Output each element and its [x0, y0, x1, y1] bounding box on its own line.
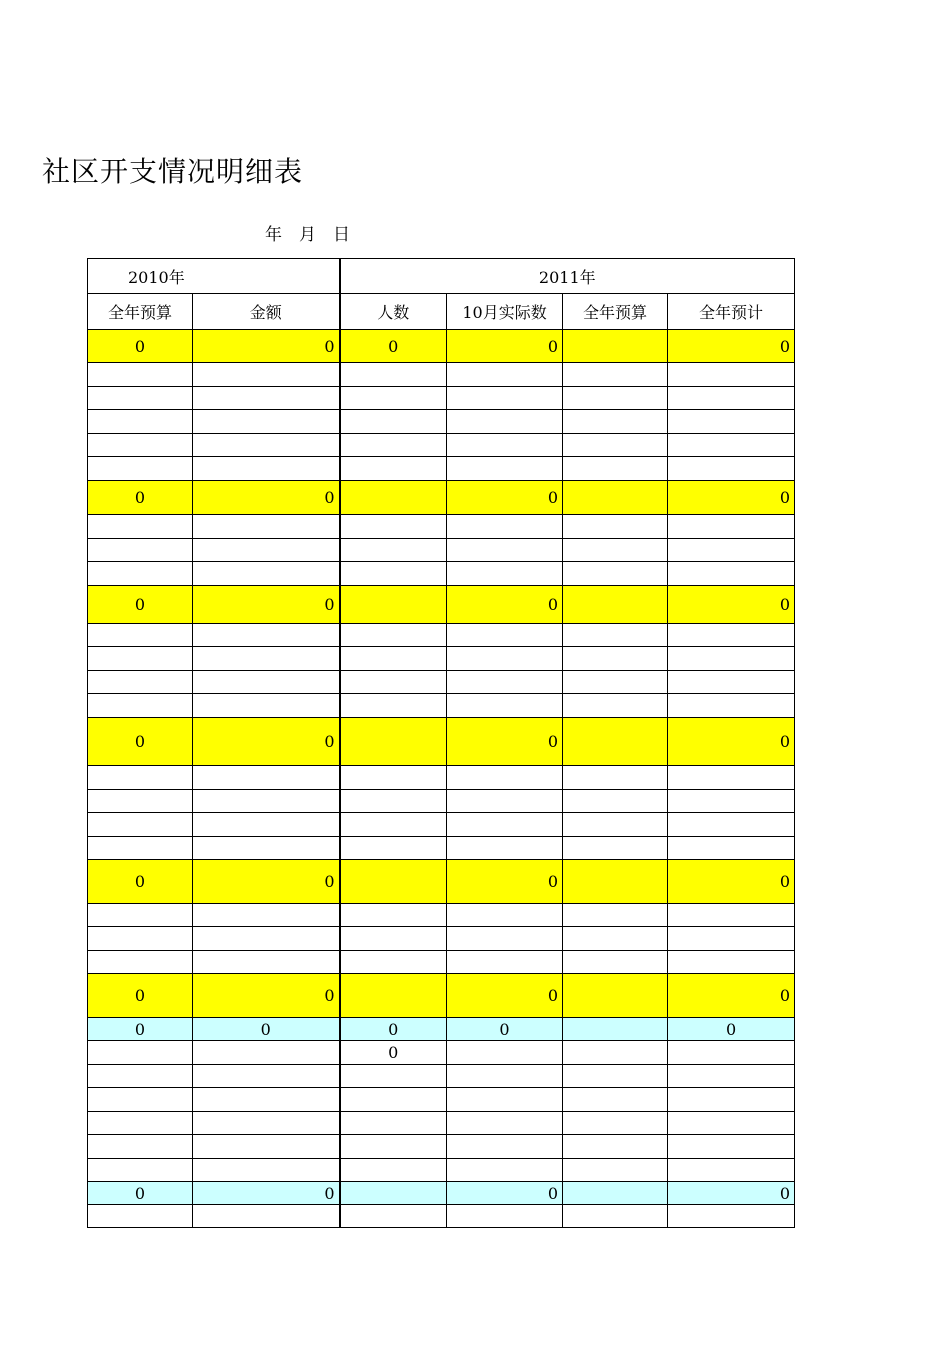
table-cell [88, 1159, 193, 1182]
table-cell [193, 410, 340, 434]
table-cell [563, 860, 668, 904]
cyan-total-row [88, 1018, 795, 1041]
table-cell: 0 [668, 1182, 795, 1205]
yellow-total-row [88, 481, 795, 515]
table-cell [193, 1135, 340, 1159]
table-cell [668, 434, 795, 457]
table-cell [340, 860, 447, 904]
table-cell [193, 904, 340, 927]
table-cell [340, 1112, 447, 1135]
table-cell [340, 539, 447, 562]
table-cell [447, 1112, 563, 1135]
table-cell: 0 [447, 718, 563, 766]
table-cell [563, 1041, 668, 1065]
table-cell: 0 [447, 330, 563, 363]
table-cell [88, 539, 193, 562]
table-row [88, 624, 795, 647]
table-cell [88, 927, 193, 951]
table-cell [193, 1041, 340, 1065]
table-cell [447, 647, 563, 671]
table-cell [447, 457, 563, 481]
table-cell [340, 586, 447, 624]
table-cell: 0 [193, 481, 340, 515]
table-cell: 0 [668, 330, 795, 363]
table-cell [88, 457, 193, 481]
table-cell [563, 624, 668, 647]
expense-table [87, 258, 795, 1228]
table-cell: 0 [193, 330, 340, 363]
table-cell [447, 813, 563, 837]
table-cell [193, 790, 340, 813]
table-cell [340, 1135, 447, 1159]
table-cell [88, 904, 193, 927]
table-cell [88, 694, 193, 718]
table-cell [563, 457, 668, 481]
table-cell [668, 410, 795, 434]
table-cell: 0 [88, 718, 193, 766]
table-cell [88, 647, 193, 671]
table-cell [668, 624, 795, 647]
table-cell: 0 [340, 1018, 447, 1041]
table-row [88, 927, 795, 951]
table-cell [447, 410, 563, 434]
table-cell [340, 387, 447, 410]
table-cell [447, 904, 563, 927]
table-cell [88, 766, 193, 790]
table-cell [447, 1041, 563, 1065]
table-cell [563, 330, 668, 363]
table-cell [193, 813, 340, 837]
table-cell [668, 694, 795, 718]
table-row [88, 363, 795, 387]
table-cell [563, 363, 668, 387]
table-row [88, 457, 795, 481]
table-cell [563, 1018, 668, 1041]
table-cell [193, 515, 340, 539]
table-cell [668, 1088, 795, 1112]
table-cell [447, 1135, 563, 1159]
yellow-total-row [88, 330, 795, 363]
table-cell: 0 [88, 1018, 193, 1041]
table-cell: 0 [447, 860, 563, 904]
table-cell [340, 951, 447, 974]
table-cell [447, 387, 563, 410]
table-cell [447, 1159, 563, 1182]
table-cell: 0 [88, 586, 193, 624]
table-cell [193, 457, 340, 481]
table-cell [563, 813, 668, 837]
year-2010-header: 2010年 [88, 259, 340, 294]
table-cell [563, 974, 668, 1018]
table-cell: 0 [447, 974, 563, 1018]
column-header: 金额 [193, 294, 340, 330]
table-cell [563, 1182, 668, 1205]
table-cell [88, 363, 193, 387]
table-cell [193, 434, 340, 457]
table-cell [193, 927, 340, 951]
table-cell [340, 766, 447, 790]
table-cell [668, 1205, 795, 1228]
table-cell [563, 718, 668, 766]
table-row [88, 1065, 795, 1088]
table-cell [88, 790, 193, 813]
table-cell [340, 837, 447, 860]
page-title: 社区开支情况明细表 [42, 155, 304, 188]
table-cell [340, 904, 447, 927]
table-cell [563, 1205, 668, 1228]
table-cell [193, 837, 340, 860]
table-cell: 0 [193, 586, 340, 624]
table-row [88, 1135, 795, 1159]
table-cell [447, 515, 563, 539]
table-cell: 0 [88, 974, 193, 1018]
table-cell [563, 694, 668, 718]
table-cell [668, 671, 795, 694]
table-cell [668, 1135, 795, 1159]
table-cell: 0 [668, 1018, 795, 1041]
table-cell: 0 [193, 974, 340, 1018]
table-row [88, 837, 795, 860]
table-row [88, 790, 795, 813]
table-cell [340, 790, 447, 813]
table-cell [668, 515, 795, 539]
table-cell [340, 718, 447, 766]
table-cell [88, 1088, 193, 1112]
table-cell [563, 410, 668, 434]
year-2011-header: 2011年 [340, 259, 795, 294]
yellow-total-row [88, 860, 795, 904]
table-cell [668, 904, 795, 927]
table-cell [447, 790, 563, 813]
table-cell [340, 1205, 447, 1228]
column-header: 10月实际数 [447, 294, 563, 330]
table-cell [88, 1135, 193, 1159]
table-cell [193, 647, 340, 671]
table-cell [668, 790, 795, 813]
table-cell [340, 434, 447, 457]
table-cell: 0 [340, 1041, 447, 1065]
table-cell [668, 1065, 795, 1088]
table-cell: 0 [193, 718, 340, 766]
table-cell [447, 927, 563, 951]
table-row [88, 904, 795, 927]
table-cell [340, 694, 447, 718]
table-cell [668, 1112, 795, 1135]
table-cell [447, 837, 563, 860]
table-cell [193, 363, 340, 387]
table-cell [563, 647, 668, 671]
table-cell: 0 [88, 330, 193, 363]
table-cell [193, 1065, 340, 1088]
table-cell [563, 1159, 668, 1182]
table-cell [340, 1065, 447, 1088]
year-header-row [88, 259, 795, 294]
table-cell [340, 481, 447, 515]
table-row [88, 647, 795, 671]
table-cell [563, 1088, 668, 1112]
table-row [88, 387, 795, 410]
table-cell [88, 671, 193, 694]
table-cell: 0 [193, 860, 340, 904]
table-row [88, 410, 795, 434]
table-cell [193, 1159, 340, 1182]
table-cell [668, 1159, 795, 1182]
table-row [88, 766, 795, 790]
table-cell [447, 694, 563, 718]
table-cell [447, 1205, 563, 1228]
table-cell [668, 927, 795, 951]
date-line: 年 月 日 [265, 225, 350, 245]
table-row [88, 671, 795, 694]
table-cell [340, 562, 447, 586]
column-header-row [88, 294, 795, 330]
table-cell [340, 671, 447, 694]
table-row [88, 1088, 795, 1112]
table-cell: 0 [340, 330, 447, 363]
table-row [88, 1159, 795, 1182]
table-cell [563, 790, 668, 813]
table-cell [88, 387, 193, 410]
table-cell [447, 434, 563, 457]
table-cell [447, 766, 563, 790]
table-cell [340, 410, 447, 434]
table-cell [563, 766, 668, 790]
table-cell [447, 624, 563, 647]
table-cell [88, 624, 193, 647]
table-cell [563, 586, 668, 624]
column-header: 全年预计 [668, 294, 795, 330]
table-cell [88, 813, 193, 837]
table-cell [88, 1112, 193, 1135]
table-cell [193, 539, 340, 562]
table-cell [193, 1112, 340, 1135]
table-cell: 0 [668, 860, 795, 904]
table-row [88, 694, 795, 718]
table-cell [668, 813, 795, 837]
table-cell [340, 927, 447, 951]
table-cell: 0 [88, 860, 193, 904]
table-cell: 0 [88, 481, 193, 515]
table-cell [668, 562, 795, 586]
table-cell: 0 [447, 586, 563, 624]
table-cell [88, 515, 193, 539]
table-cell [88, 562, 193, 586]
table-cell [563, 562, 668, 586]
table-cell [193, 766, 340, 790]
table-cell [88, 434, 193, 457]
column-header: 全年预算 [563, 294, 668, 330]
table-cell: 0 [668, 974, 795, 1018]
table-cell [447, 1065, 563, 1088]
table-row [88, 1041, 795, 1065]
table-cell [563, 515, 668, 539]
table-cell [563, 904, 668, 927]
table-cell [563, 481, 668, 515]
table-cell [563, 434, 668, 457]
table-cell [193, 387, 340, 410]
table-cell [88, 951, 193, 974]
table-cell [563, 671, 668, 694]
table-row [88, 562, 795, 586]
table-row [88, 951, 795, 974]
table-cell [668, 647, 795, 671]
table-cell [668, 1041, 795, 1065]
table-row [88, 515, 795, 539]
table-cell [340, 647, 447, 671]
table-cell [668, 766, 795, 790]
table-cell [447, 363, 563, 387]
table-cell: 0 [668, 481, 795, 515]
table-cell [193, 1205, 340, 1228]
table-cell [193, 951, 340, 974]
table-cell [563, 539, 668, 562]
cyan-total-row [88, 1182, 795, 1205]
table-cell [340, 1088, 447, 1112]
table-cell [340, 974, 447, 1018]
table-cell: 0 [88, 1182, 193, 1205]
table-cell [563, 837, 668, 860]
table-row [88, 434, 795, 457]
table-cell [563, 927, 668, 951]
table-cell [193, 624, 340, 647]
table-cell [668, 363, 795, 387]
yellow-total-row [88, 718, 795, 766]
table-cell [340, 1159, 447, 1182]
table-cell [88, 1065, 193, 1088]
table-cell [668, 837, 795, 860]
table-cell [668, 457, 795, 481]
column-header: 人数 [340, 294, 447, 330]
table-cell [563, 1135, 668, 1159]
table-cell: 0 [668, 718, 795, 766]
column-header: 全年预算 [88, 294, 193, 330]
table-cell [668, 539, 795, 562]
table-cell [88, 837, 193, 860]
table-cell [193, 671, 340, 694]
table-cell [193, 694, 340, 718]
yellow-total-row [88, 974, 795, 1018]
table-cell [193, 1088, 340, 1112]
table-cell [88, 410, 193, 434]
table-cell: 0 [447, 481, 563, 515]
table-cell [563, 1112, 668, 1135]
table-cell: 0 [447, 1182, 563, 1205]
table-cell [668, 951, 795, 974]
table-cell [563, 1065, 668, 1088]
table-row [88, 1112, 795, 1135]
table-cell [447, 951, 563, 974]
table-cell [340, 624, 447, 647]
table-cell [340, 457, 447, 481]
table-cell: 0 [668, 586, 795, 624]
table-row [88, 539, 795, 562]
table-cell: 0 [193, 1018, 340, 1041]
table-cell [447, 562, 563, 586]
table-cell [340, 515, 447, 539]
table-cell: 0 [447, 1018, 563, 1041]
table-cell [563, 951, 668, 974]
table-cell [340, 813, 447, 837]
table-cell [447, 1088, 563, 1112]
table-cell [340, 1182, 447, 1205]
yellow-total-row [88, 586, 795, 624]
table-cell [88, 1041, 193, 1065]
table-cell [447, 671, 563, 694]
table-row [88, 813, 795, 837]
table-cell [563, 387, 668, 410]
table-row [88, 1205, 795, 1228]
table-cell [193, 562, 340, 586]
table-cell: 0 [193, 1182, 340, 1205]
table-cell [668, 387, 795, 410]
table-cell [340, 363, 447, 387]
table-cell [447, 539, 563, 562]
table-cell [88, 1205, 193, 1228]
